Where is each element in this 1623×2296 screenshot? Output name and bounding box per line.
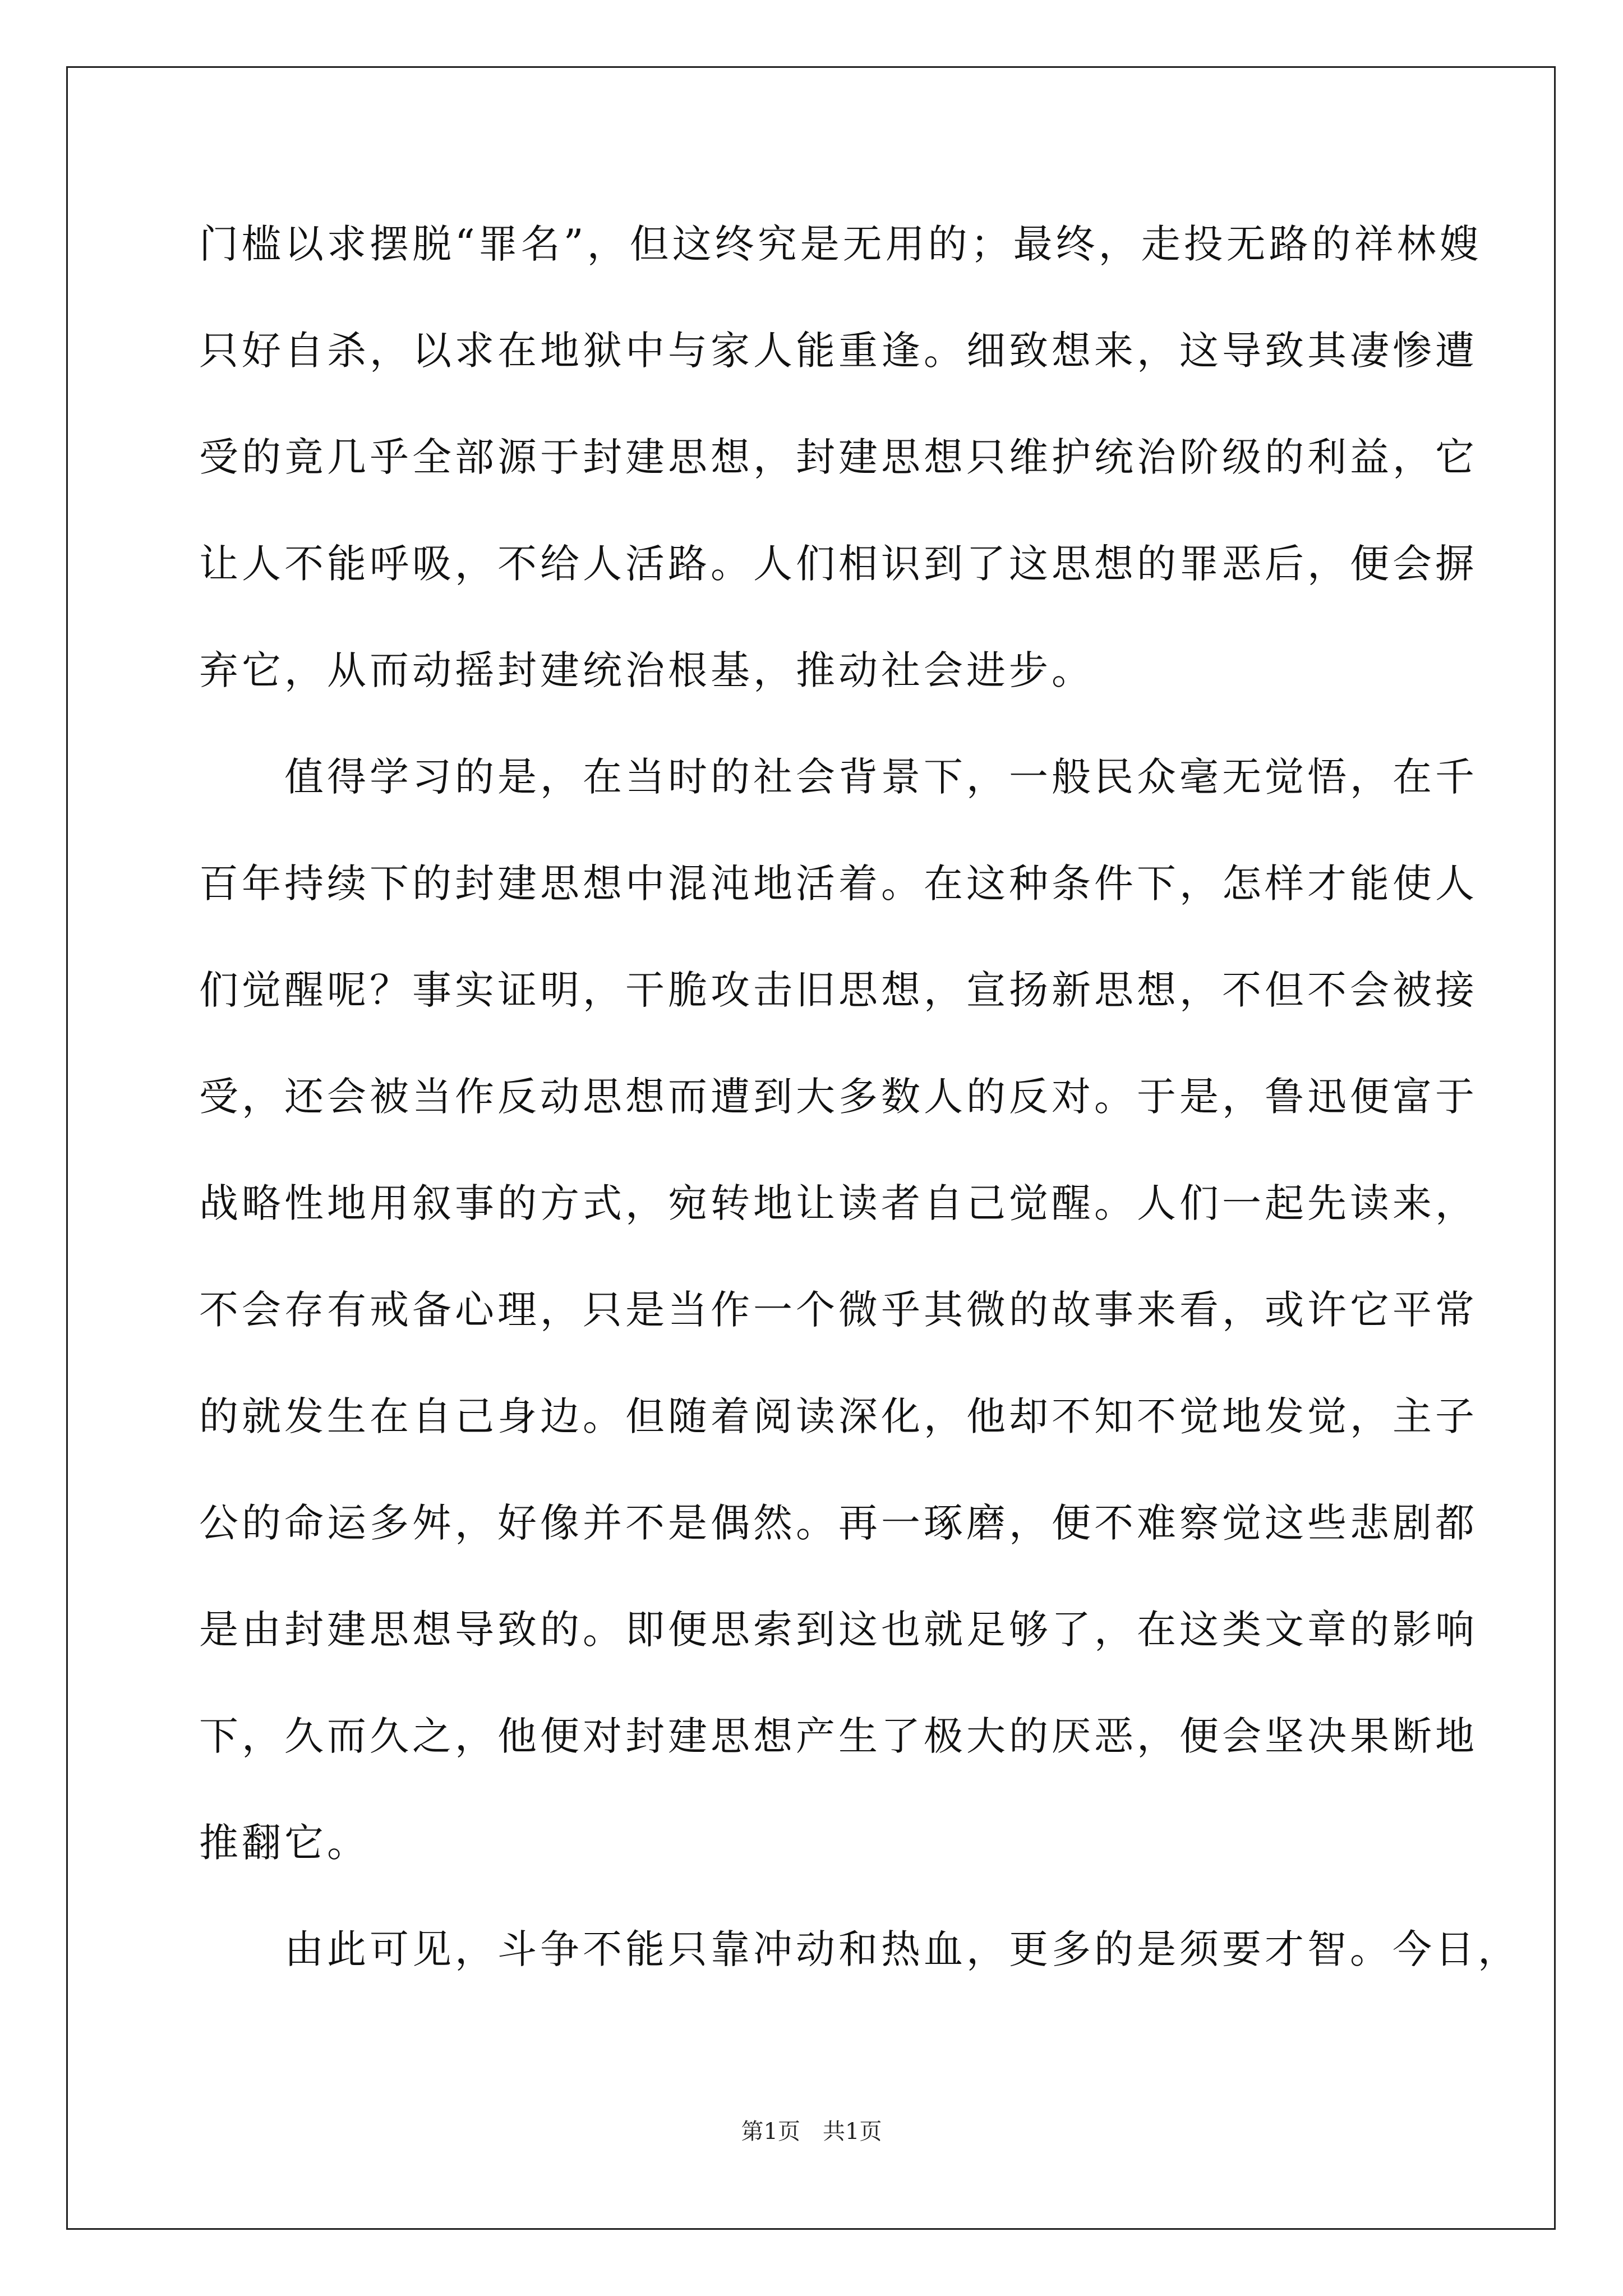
text-line: 公的命运多舛，好像并不是偶然。再一琢磨，便不难察觉这些悲剧都 [199,1500,1478,1546]
text-line: 下，久而久之，他便对封建思想产生了极大的厌恶，便会坚决果断地 [199,1713,1478,1759]
text-line: 是由封建思想导致的。即便思索到这也就足够了，在这类文章的影响 [199,1607,1478,1653]
text-line: 战略性地用叙事的方式，宛转地让读者自己觉醒。人们一起先读来， [199,1180,1478,1226]
text-line: 弃它，从而动摇封建统治根基，推动社会进步。 [199,647,1094,693]
text-line: 百年持续下的封建思想中混沌地活着。在这种条件下，怎样才能使人 [199,861,1478,907]
text-line: 值得学习的是，在当时的社会背景下，一般民众毫无觉悟，在千 [199,754,1478,800]
text-line: 只好自杀，以求在地狱中与家人能重逢。细致想来，这导致其凄惨遭 [199,328,1478,374]
text-line: 推翻它。 [199,1820,370,1866]
text-line: 受，还会被当作反动思想而遭到大多数人的反对。于是，鲁迅便富于 [199,1074,1478,1120]
text-line: 的就发生在自己身边。但随着阅读深化，他却不知不觉地发觉，主子 [199,1393,1478,1439]
text-line: 受的竟几乎全部源于封建思想，封建思想只维护统治阶级的利益，它 [199,434,1478,480]
text-line: 由此可见，斗争不能只靠冲动和热血，更多的是须要才智。今日， [199,1926,1520,1972]
text-line: 让人不能呼吸，不给人活路。人们相识到了这思想的罪恶后，便会摒 [199,541,1478,587]
text-line: 门槛以求摆脱“罪名”，但这终究是无用的；最终，走投无路的祥林嫂 [199,221,1482,267]
page-border [66,66,1556,2230]
text-line: 不会存有戒备心理，只是当作一个微乎其微的故事来看，或许它平常 [199,1287,1478,1333]
page-number-footer: 第1页 共1页 [741,2119,882,2145]
text-line: 们觉醒呢？事实证明，干脆攻击旧思想，宣扬新思想，不但不会被接 [199,967,1478,1013]
